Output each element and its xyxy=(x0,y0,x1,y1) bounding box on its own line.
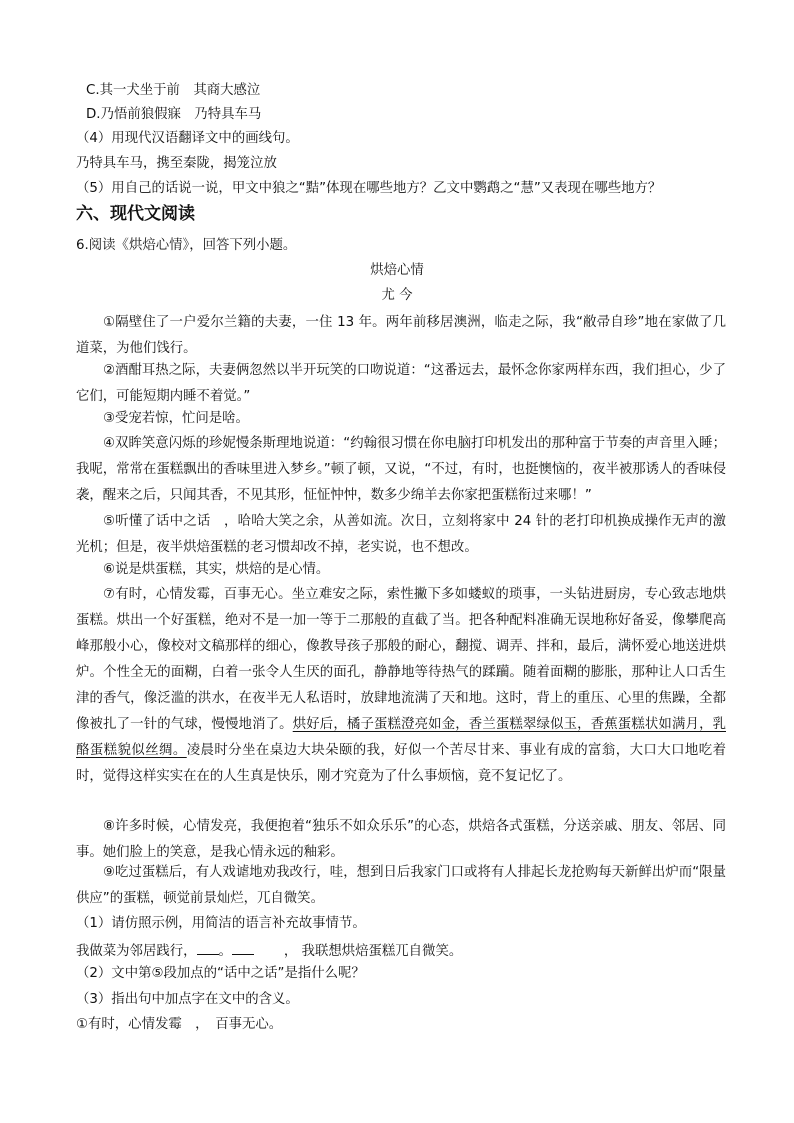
section-heading: 六、现代文阅读 xyxy=(76,204,195,224)
question-1-line xyxy=(76,940,462,961)
paragraph-4: ④双眸笑意闪烁的珍妮慢条斯理地说道：“约翰很习惯在你电脑打印机发出的那种富于节奏的声音里入睡；我呢，常常在蛋糕飘出的香味里进入梦乡。”顿了顿，又说，“不过，有时，也挺懊恼的，夜半被那诱人的香味侵袭，醒来之后，只闻其香，不见其形，怔怔忡忡，数多少绵羊去你家把蛋糕衔过来哪！” xyxy=(76,436,726,503)
paragraph-6: ⑥说是烘蛋糕，其实，烘焙的是心情。 xyxy=(103,562,330,577)
question-5: （5）用自己的话说一说，甲文中狼之“黠”体现在哪些地方？乙文中鹦鹉之“慧”又表现在哪些地方？ xyxy=(76,181,662,196)
question-4-prompt: （4）用现代汉语翻译文中的画线句。 xyxy=(76,131,299,146)
reading-intro: 6.阅读《烘焙心情》，回答下列小题。 xyxy=(76,238,297,253)
option-c: C.其一犬坐于前 其商大感泣 xyxy=(86,83,261,98)
answer-blank-1[interactable] xyxy=(197,940,219,955)
paragraph-2: ②酒酣耳热之际，夫妻俩忽然以半开玩笑的口吻说道：“这番远去，最怀念你家两样东西，我们担心，少了它们，可能短期内睡不着觉。” xyxy=(76,363,726,404)
paragraph-7-text-end: 凌晨时分坐在桌边大块朵颐的我，好似一个苦尽甘来、事业有成的富翁，大口大口地吃着时，觉得这样实实在在的人生真是快乐，刚才究竟为了什么事烦恼，竟不复记忆了。 xyxy=(76,743,727,784)
question-1-prompt: （1）请仿照示例，用简洁的语言补充故事情节。 xyxy=(76,916,366,931)
article-author: 尤 今 xyxy=(381,288,413,303)
paragraph-5: ⑤听懂了话中之话 ，哈哈大笑之余，从善如流。次日，立刻将家中 24 针的老打印机换成操作无声的激光机；但是，夜半烘焙蛋糕的老习惯却改不掉，老实说，也不想改。 xyxy=(76,514,726,555)
paragraph-1: ①隔壁住了一户爱尔兰籍的夫妻，一住 13 年。两年前移居澳洲，临走之际，我“敝帚自珍”地在家做了几道菜，为他们饯行。 xyxy=(76,315,726,356)
paragraph-7 xyxy=(76,582,726,790)
paragraph-7-text: ⑦有时，心情发霉，百事无心。坐立难安之际，索性撇下多如蝼蚁的琐事，一头钻进厨房，专心致志地烘蛋糕。烘出一个好蛋糕，绝对不是一加一等于二那般的直截了当。把各种配料准确无误地称好备妥，像攀爬高峰那般小心，像校对文稿那样的细心，像教导孩子那般的耐心，翻搅、调弄、拌和，最后，满怀爱心地送进烘炉。个性全无的面糊，白着一张令人生厌的面孔，静静地等待热气的蹂躏。随着面糊的膨胀，那种让人口舌生津的香气，像泛滥的洪水，在夜半无人私语时，放肆地流满了天和地。这时，背上的重压、心里的焦躁，全都像被扎了一针的气球，慢慢地消了。 xyxy=(76,587,726,732)
paragraph-3: ③受宠若惊，忙问是啥。 xyxy=(103,411,249,426)
question-3: （3）指出句中加点字在文中的含义。 xyxy=(76,992,299,1007)
question-1-start: 我做菜为邻居践行， xyxy=(76,944,197,959)
question-4-sentence: 乃特具车马，携至秦陇，揭笼泣放 xyxy=(76,156,277,171)
underlined-sentence: 烘好后，橘子蛋糕澄亮如金，香兰蛋糕翠绿似玉，香蕉蛋糕状如满月，乳酪蛋糕貌似丝绸。 xyxy=(76,717,726,758)
question-2: （2）文中第⑤段加点的“话中之话”是指什么呢？ xyxy=(76,966,365,981)
question-3-item-1: ①有时，心情发霉 ， 百事无心。 xyxy=(76,1017,283,1032)
question-1-separator: 。 xyxy=(218,944,232,959)
question-1-end: ， 我联想烘焙蛋糕兀自微笑。 xyxy=(283,944,463,959)
option-d: D.乃悟前狼假寐 乃特具车马 xyxy=(86,107,262,122)
paragraph-8: ⑧许多时候，心情发亮，我便抱着“独乐不如众乐乐”的心态，烘焙各式蛋糕，分送亲戚、朋友、邻居、同事。她们脸上的笑意，是我心情永远的釉彩。 xyxy=(76,819,726,860)
answer-blank-2[interactable] xyxy=(232,940,254,955)
article-title: 烘焙心情 xyxy=(370,263,424,278)
paragraph-9: ⑨吃过蛋糕后，有人戏谑地劝我改行，哇，想到日后我家门口或将有人排起长龙抢购每天新鲜出炉而“限量供应”的蛋糕，顿觉前景灿烂，兀自微笑。 xyxy=(76,865,726,906)
